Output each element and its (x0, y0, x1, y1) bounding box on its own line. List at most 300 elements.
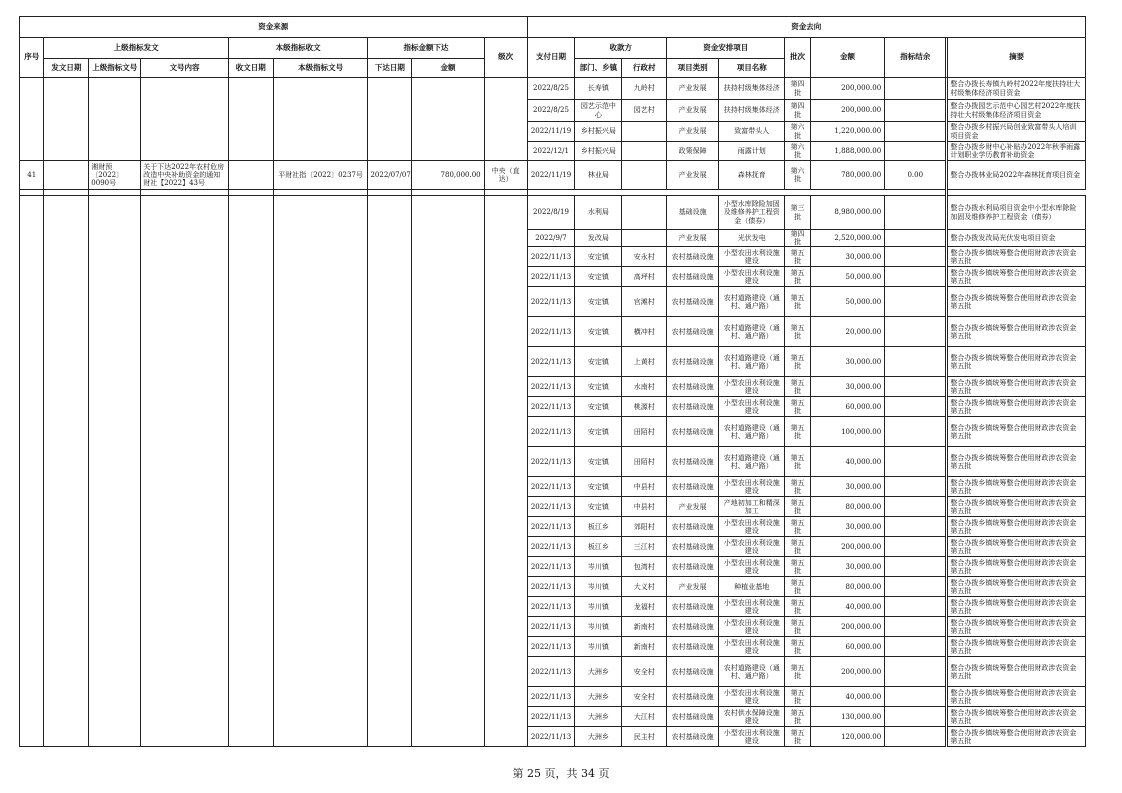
project-type-cell: 农村基础设施 (667, 637, 719, 657)
batch-cell: 第五批 (785, 477, 810, 497)
dept-cell: 岑川镇 (575, 557, 622, 577)
village-cell: 上黄村 (622, 347, 667, 377)
amount-cell: 780,000.00 (810, 161, 884, 190)
balance-blank (885, 657, 946, 687)
balance-blank (885, 577, 946, 597)
amount-cell: 50,000.00 (810, 287, 884, 317)
local-doc-no-cell: 平财社指〔2022〕0237号 (273, 161, 368, 190)
fund-table (19, 16, 1086, 747)
batch-cell: 第五批 (785, 517, 810, 537)
dept-cell: 岑川镇 (575, 597, 622, 617)
project-name-cell: 小型农田水利设施建设 (719, 267, 785, 287)
project-type-cell: 政策保障 (667, 142, 719, 161)
batch-cell: 第五批 (785, 317, 810, 347)
village-cell: 龙福村 (622, 597, 667, 617)
memo-cell: 整合办拨乡镇统筹整合使用财政涉农资金第五批 (948, 347, 1086, 377)
dept-cell: 板江乡 (575, 517, 622, 537)
batch-cell: 第五批 (785, 247, 810, 267)
issue-date-header: 发文日期 (44, 59, 89, 78)
village-cell: 安永村 (622, 247, 667, 267)
village-cell: 田陌村 (622, 417, 667, 447)
batch-cell: 第六批 (785, 142, 810, 161)
pay-date-cell: 2022/8/19 (527, 196, 575, 230)
village-cell: 官滩村 (622, 287, 667, 317)
local-doc-no-blank (273, 196, 368, 747)
dept-cell: 岑川镇 (575, 577, 622, 597)
project-name-cell: 光伏发电 (719, 230, 785, 247)
pay-date-cell: 2022/11/13 (527, 707, 575, 727)
pay-date-cell: 2022/11/13 (527, 557, 575, 577)
issue-date2-blank (368, 78, 412, 161)
batch-cell: 第六批 (785, 122, 810, 142)
pay-date-cell: 2022/11/13 (527, 287, 575, 317)
dept-cell: 板江乡 (575, 537, 622, 557)
memo-cell: 整合办拨乡镇统筹整合使用财政涉农资金第五批 (948, 287, 1086, 317)
balance-blank (885, 497, 946, 517)
pay-date-cell: 2022/11/13 (527, 617, 575, 637)
balance-blank (885, 517, 946, 537)
upper-doc-no-blank (89, 196, 141, 747)
batch-cell: 第五批 (785, 537, 810, 557)
project-type-cell: 农村基础设施 (667, 477, 719, 497)
amount-cell: 100,000.00 (810, 417, 884, 447)
balance-blank (885, 142, 946, 161)
dept-cell: 园艺示范中心 (575, 100, 622, 122)
project-type-cell: 农村基础设施 (667, 417, 719, 447)
receipt-date-blank (228, 78, 273, 161)
project-name-cell: 森林抚育 (719, 161, 785, 190)
project-type-cell: 农村基础设施 (667, 397, 719, 417)
project-name-cell: 雨露计划 (719, 142, 785, 161)
dept-cell: 岑川镇 (575, 617, 622, 637)
doc-content-blank (141, 196, 229, 747)
dept-cell: 水利局 (575, 196, 622, 230)
pay-date-cell: 2022/11/13 (527, 517, 575, 537)
batch-cell: 第五批 (785, 397, 810, 417)
project-name-header: 项目名称 (719, 59, 785, 78)
project-type-cell: 农村基础设施 (667, 557, 719, 577)
memo-cell: 整合办拨乡镇统筹整合使用财政涉农资金第五批 (948, 477, 1086, 497)
amount-cell: 200,000.00 (810, 657, 884, 687)
doc-content-blank (141, 78, 229, 161)
project-type-cell: 农村基础设施 (667, 597, 719, 617)
village-cell: 田陌村 (622, 447, 667, 477)
project-type-header: 项目类别 (667, 59, 719, 78)
amount-cell: 80,000.00 (810, 497, 884, 517)
amount-cell: 40,000.00 (810, 447, 884, 477)
batch-cell: 第四批 (785, 100, 810, 122)
balance-cell: 0.00 (885, 161, 946, 190)
issued-amount-blank (412, 196, 484, 747)
village-cell: 安全村 (622, 657, 667, 687)
amount-cell: 2,520,000.00 (810, 230, 884, 247)
memo-cell: 整合办拨乡镇统筹整合使用财政涉农资金第五批 (948, 247, 1086, 267)
dept-cell: 安定镇 (575, 377, 622, 397)
table-row (20, 196, 1086, 230)
project-type-cell: 产业发展 (667, 577, 719, 597)
project-name-cell: 农村供水保障设施建设 (719, 707, 785, 727)
pay-date-cell: 2022/12/1 (527, 142, 575, 161)
balance-blank (885, 447, 946, 477)
memo-cell: 整合办拨乡镇统筹整合使用财政涉农资金第五批 (948, 597, 1086, 617)
balance-blank (885, 347, 946, 377)
project-name-cell: 农村道路建设（通村、通户路） (719, 347, 785, 377)
amount-header: 金额 (810, 38, 884, 78)
amount-cell: 80,000.00 (810, 577, 884, 597)
project-name-cell: 小型农田水利设施建设 (719, 637, 785, 657)
project-type-cell: 产业发展 (667, 161, 719, 190)
balance-blank (885, 377, 946, 397)
amount-cell: 130,000.00 (810, 707, 884, 727)
project-type-cell: 农村基础设施 (667, 517, 719, 537)
balance-blank (885, 100, 946, 122)
memo-cell: 整合办拨乡镇统筹整合使用财政涉农资金第五批 (948, 517, 1086, 537)
project-type-cell: 农村基础设施 (667, 347, 719, 377)
receipt-date-cell (228, 161, 273, 190)
memo-header: 摘要 (948, 38, 1086, 78)
seq-blank (20, 78, 44, 161)
project-name-cell: 种植业基地 (719, 577, 785, 597)
batch-cell: 第五批 (785, 597, 810, 617)
project-type-cell: 产业发展 (667, 230, 719, 247)
project-name-cell: 扶持村级集体经济 (719, 78, 785, 100)
batch-header: 批次 (785, 38, 810, 78)
project-header: 资金安排项目 (667, 38, 785, 59)
memo-cell: 整合办拨乡镇统筹整合使用财政涉农资金第五批 (948, 397, 1086, 417)
memo-cell: 整合办拨园艺示范中心园艺村2022年度扶持壮大村级集体经济项目资金 (948, 100, 1086, 122)
issue-date-blank (44, 78, 89, 161)
project-name-cell: 致富带头人 (719, 122, 785, 142)
dept-cell: 安定镇 (575, 247, 622, 267)
memo-cell: 整合办拨乡村振兴局创业致富带头人培训项目资金 (948, 122, 1086, 142)
pay-date-cell: 2022/11/13 (527, 657, 575, 687)
project-name-cell: 农村道路建设（通村、通户路） (719, 417, 785, 447)
issued-amount-cell: 780,000.00 (412, 161, 484, 190)
batch-cell: 第五批 (785, 577, 810, 597)
pay-date-cell: 2022/11/13 (527, 377, 575, 397)
memo-cell: 整合办拨乡财中心补贴办2022年秋季雨露计划职业学历教育补助资金 (948, 142, 1086, 161)
amount-cell: 50,000.00 (810, 267, 884, 287)
dept-cell: 安定镇 (575, 287, 622, 317)
village-cell (622, 142, 667, 161)
memo-cell: 整合办拨乡镇统筹整合使用财政涉农资金第五批 (948, 537, 1086, 557)
balance-blank (885, 477, 946, 497)
table-row (20, 161, 1086, 190)
amount-cell: 20,000.00 (810, 317, 884, 347)
memo-cell: 整合办拨乡镇统筹整合使用财政涉农资金第五批 (948, 557, 1086, 577)
project-type-cell: 产业发展 (667, 122, 719, 142)
dept-cell: 安定镇 (575, 497, 622, 517)
batch-cell: 第四批 (785, 78, 810, 100)
village-cell (622, 230, 667, 247)
pay-date-cell: 2022/11/13 (527, 687, 575, 707)
pay-date-cell: 2022/11/13 (527, 247, 575, 267)
village-cell: 新南村 (622, 637, 667, 657)
table-body (20, 78, 1086, 747)
memo-cell: 整合办拨乡镇统筹整合使用财政涉农资金第五批 (948, 267, 1086, 287)
batch-cell: 第五批 (785, 617, 810, 637)
project-name-cell: 农村道路建设（通村、通户路） (719, 317, 785, 347)
village-cell: 安全村 (622, 687, 667, 707)
receipt-date-header: 收文日期 (228, 59, 273, 78)
project-name-cell: 小型水库除险加固及维修养护工程资金（债券） (719, 196, 785, 230)
balance-blank (885, 617, 946, 637)
village-cell: 九岭村 (622, 78, 667, 100)
project-name-cell: 农村道路建设（通村、通户路） (719, 287, 785, 317)
dept-cell: 大洲乡 (575, 707, 622, 727)
village-cell: 三江村 (622, 537, 667, 557)
doc-content-cell: 关于下达2022年农村危房改造中央补助资金的通知财社【2022】43号 (141, 161, 229, 190)
amount-cell: 30,000.00 (810, 557, 884, 577)
memo-cell: 整合办拨乡镇统筹整合使用财政涉农资金第五批 (948, 637, 1086, 657)
amount-cell: 40,000.00 (810, 687, 884, 707)
village-cell: 大义村 (622, 577, 667, 597)
batch-cell: 第五批 (785, 417, 810, 447)
memo-cell: 整合办拨林业局2022年森林抚育项目资金 (948, 161, 1086, 190)
balance-blank (885, 417, 946, 447)
memo-cell: 整合办拨发改局光伏发电项目资金 (948, 230, 1086, 247)
table-row (20, 78, 1086, 100)
project-type-cell: 农村基础设施 (667, 447, 719, 477)
amount-cell: 60,000.00 (810, 397, 884, 417)
pay-date-cell: 2022/11/13 (527, 497, 575, 517)
pay-date-cell: 2022/11/13 (527, 417, 575, 447)
payee-header: 收款方 (575, 38, 667, 59)
issue-date-blank (44, 196, 89, 747)
project-type-cell: 农村基础设施 (667, 317, 719, 347)
amount-cell: 8,980,000.00 (810, 196, 884, 230)
dept-cell: 乡村振兴局 (575, 122, 622, 142)
issue-date2-header: 下达日期 (368, 59, 412, 78)
memo-cell: 整合办拨乡镇统筹整合使用财政涉农资金第五批 (948, 377, 1086, 397)
memo-cell: 整合办拨乡镇统筹整合使用财政涉农资金第五批 (948, 727, 1086, 747)
balance-blank (885, 707, 946, 727)
pay-date-cell: 2022/11/13 (527, 577, 575, 597)
batch-cell: 第六批 (785, 161, 810, 190)
project-name-cell: 小型农田水利设施建设 (719, 397, 785, 417)
pay-date-cell: 2022/11/13 (527, 397, 575, 417)
pay-date-cell: 2022/11/13 (527, 347, 575, 377)
dept-cell: 大洲乡 (575, 687, 622, 707)
dept-cell: 大洲乡 (575, 657, 622, 687)
balance-blank (885, 196, 946, 230)
page-footer: 第 25 页，共 34 页 (512, 767, 610, 780)
balance-blank (885, 230, 946, 247)
level-blank (484, 196, 527, 747)
village-cell: 中县村 (622, 497, 667, 517)
balance-blank (885, 557, 946, 577)
project-type-cell: 农村基础设施 (667, 537, 719, 557)
dept-cell: 发改局 (575, 230, 622, 247)
balance-blank (885, 287, 946, 317)
amount-cell: 30,000.00 (810, 377, 884, 397)
project-name-cell: 小型农田水利设施建设 (719, 557, 785, 577)
batch-cell: 第三批 (785, 196, 810, 230)
memo-cell: 整合办拨乡镇统筹整合使用财政涉农资金第五批 (948, 447, 1086, 477)
pay-date-cell: 2022/11/13 (527, 727, 575, 747)
project-type-cell: 农村基础设施 (667, 247, 719, 267)
project-name-cell: 小型农田水利设施建设 (719, 377, 785, 397)
amount-cell: 200,000.00 (810, 100, 884, 122)
pay-date-cell: 2022/11/13 (527, 447, 575, 477)
balance-blank (885, 397, 946, 417)
project-name-cell: 小型农田水利设施建设 (719, 247, 785, 267)
source-title: 资金来源 (20, 17, 528, 38)
amount-cell: 30,000.00 (810, 517, 884, 537)
amount-cell: 30,000.00 (810, 477, 884, 497)
village-cell: 中县村 (622, 477, 667, 497)
batch-cell: 第五批 (785, 377, 810, 397)
batch-cell: 第五批 (785, 637, 810, 657)
village-cell: 水南村 (622, 377, 667, 397)
balance-blank (885, 247, 946, 267)
batch-cell: 第五批 (785, 287, 810, 317)
balance-blank (885, 122, 946, 142)
dept-cell: 大洲乡 (575, 727, 622, 747)
project-type-cell: 农村基础设施 (667, 657, 719, 687)
memo-cell: 整合办拨水利局项目资金中小型水库除险加固及维修养护工程资金（债券） (948, 196, 1086, 230)
village-cell: 包湾村 (622, 557, 667, 577)
project-name-cell: 小型农田水利设施建设 (719, 727, 785, 747)
amount-cell: 30,000.00 (810, 247, 884, 267)
project-name-cell: 小型农田水利设施建设 (719, 477, 785, 497)
pay-date-cell: 2022/9/7 (527, 230, 575, 247)
project-name-cell: 产地初加工和精深加工 (719, 497, 785, 517)
batch-cell: 第五批 (785, 267, 810, 287)
batch-cell: 第五批 (785, 557, 810, 577)
dept-cell: 安定镇 (575, 397, 622, 417)
village-cell: 新南村 (622, 617, 667, 637)
batch-cell: 第五批 (785, 727, 810, 747)
dept-cell: 安定镇 (575, 347, 622, 377)
upper-doc-no-header: 上级指标文号 (89, 59, 141, 78)
project-name-cell: 小型农田水利设施建设 (719, 597, 785, 617)
batch-cell: 第四批 (785, 230, 810, 247)
dept-cell: 安定镇 (575, 417, 622, 447)
level-cell: 中央（直达） (484, 161, 527, 190)
issued-amount-blank (412, 78, 484, 161)
batch-cell: 第五批 (785, 347, 810, 377)
village-cell: 高坪村 (622, 267, 667, 287)
project-name-cell: 农村道路建设（通村、通户路） (719, 657, 785, 687)
project-type-cell: 农村基础设施 (667, 377, 719, 397)
seq-header: 序号 (20, 38, 44, 78)
village-cell: 大江村 (622, 707, 667, 727)
pay-date-cell: 2022/8/25 (527, 78, 575, 100)
level-header: 级次 (484, 38, 527, 78)
pay-date-cell: 2022/11/19 (527, 122, 575, 142)
project-type-cell: 农村基础设施 (667, 287, 719, 317)
amount-cell: 200,000.00 (810, 617, 884, 637)
village-cell: 郊阳村 (622, 517, 667, 537)
project-name-cell: 小型农田水利设施建设 (719, 537, 785, 557)
project-type-cell: 产业发展 (667, 100, 719, 122)
local-doc-no-blank (273, 78, 368, 161)
pay-date-cell: 2022/11/13 (527, 637, 575, 657)
dept-cell: 安定镇 (575, 477, 622, 497)
project-name-cell: 小型农田水利设施建设 (719, 617, 785, 637)
project-type-cell: 农村基础设施 (667, 267, 719, 287)
pay-date-cell: 2022/8/25 (527, 100, 575, 122)
project-name-cell: 小型农田水利设施建设 (719, 687, 785, 707)
memo-cell: 整合办拨长寿镇九岭村2022年度扶持壮大村级集体经济项目资金 (948, 78, 1086, 100)
village-cell: 民主村 (622, 727, 667, 747)
dept-cell: 安定镇 (575, 447, 622, 477)
upper-doc-no-blank (89, 78, 141, 161)
pay-date-cell: 2022/11/13 (527, 597, 575, 617)
balance-blank (885, 317, 946, 347)
dept-cell: 长寿镇 (575, 78, 622, 100)
balance-blank (885, 637, 946, 657)
memo-cell: 整合办拨乡镇统筹整合使用财政涉农资金第五批 (948, 687, 1086, 707)
project-name-cell: 小型农田水利设施建设 (719, 517, 785, 537)
dest-title: 资金去向 (527, 17, 1085, 38)
village-cell (622, 161, 667, 190)
batch-cell: 第五批 (785, 497, 810, 517)
project-type-cell: 基础设施 (667, 196, 719, 230)
balance-blank (885, 597, 946, 617)
pay-date-cell: 2022/11/19 (527, 161, 575, 190)
issued-amount-header: 金额 (412, 59, 484, 78)
amount-cell: 60,000.00 (810, 637, 884, 657)
balance-blank (885, 727, 946, 747)
project-type-cell: 产业发展 (667, 497, 719, 517)
balance-blank (885, 78, 946, 100)
batch-cell: 第五批 (785, 687, 810, 707)
project-type-cell: 农村基础设施 (667, 617, 719, 637)
balance-blank (885, 537, 946, 557)
memo-cell: 整合办拨乡镇统筹整合使用财政涉农资金第五批 (948, 657, 1086, 687)
amount-cell: 200,000.00 (810, 78, 884, 100)
dept-cell: 安定镇 (575, 317, 622, 347)
issue-date2-blank (368, 196, 412, 747)
dept-cell: 乡村振兴局 (575, 142, 622, 161)
project-type-cell: 农村基础设施 (667, 727, 719, 747)
memo-cell: 整合办拨乡镇统筹整合使用财政涉农资金第五批 (948, 417, 1086, 447)
dept-cell: 岑川镇 (575, 637, 622, 657)
issue-date2-cell: 2022/07/07 (368, 161, 412, 190)
amount-cell: 1,888,000.00 (810, 142, 884, 161)
batch-cell: 第五批 (785, 707, 810, 727)
village-header: 行政村 (622, 59, 667, 78)
village-cell (622, 122, 667, 142)
village-cell (622, 196, 667, 230)
memo-cell: 整合办拨乡镇统筹整合使用财政涉农资金第五批 (948, 497, 1086, 517)
pay-date-cell: 2022/11/13 (527, 267, 575, 287)
memo-cell: 整合办拨乡镇统筹整合使用财政涉农资金第五批 (948, 317, 1086, 347)
balance-header: 指标结余 (885, 38, 946, 78)
balance-blank (885, 267, 946, 287)
amount-cell: 40,000.00 (810, 597, 884, 617)
pay-date-cell: 2022/11/13 (527, 537, 575, 557)
project-name-cell: 农村道路建设（通村、通户路） (719, 447, 785, 477)
dept-town-header: 部门、乡镇 (575, 59, 622, 78)
dept-cell: 林业局 (575, 161, 622, 190)
issue-date-cell (44, 161, 89, 190)
project-type-cell: 产业发展 (667, 78, 719, 100)
project-name-cell: 扶持村级集体经济 (719, 100, 785, 122)
amount-cell: 200,000.00 (810, 537, 884, 557)
project-type-cell: 农村基础设施 (667, 707, 719, 727)
batch-cell: 第五批 (785, 657, 810, 687)
balance-blank (885, 687, 946, 707)
amount-cell: 120,000.00 (810, 727, 884, 747)
batch-cell: 第五批 (785, 447, 810, 477)
pay-date-cell: 2022/11/13 (527, 317, 575, 347)
pay-date-cell: 2022/11/13 (527, 477, 575, 497)
project-type-cell: 农村基础设施 (667, 687, 719, 707)
memo-cell: 整合办拨乡镇统筹整合使用财政涉农资金第五批 (948, 707, 1086, 727)
